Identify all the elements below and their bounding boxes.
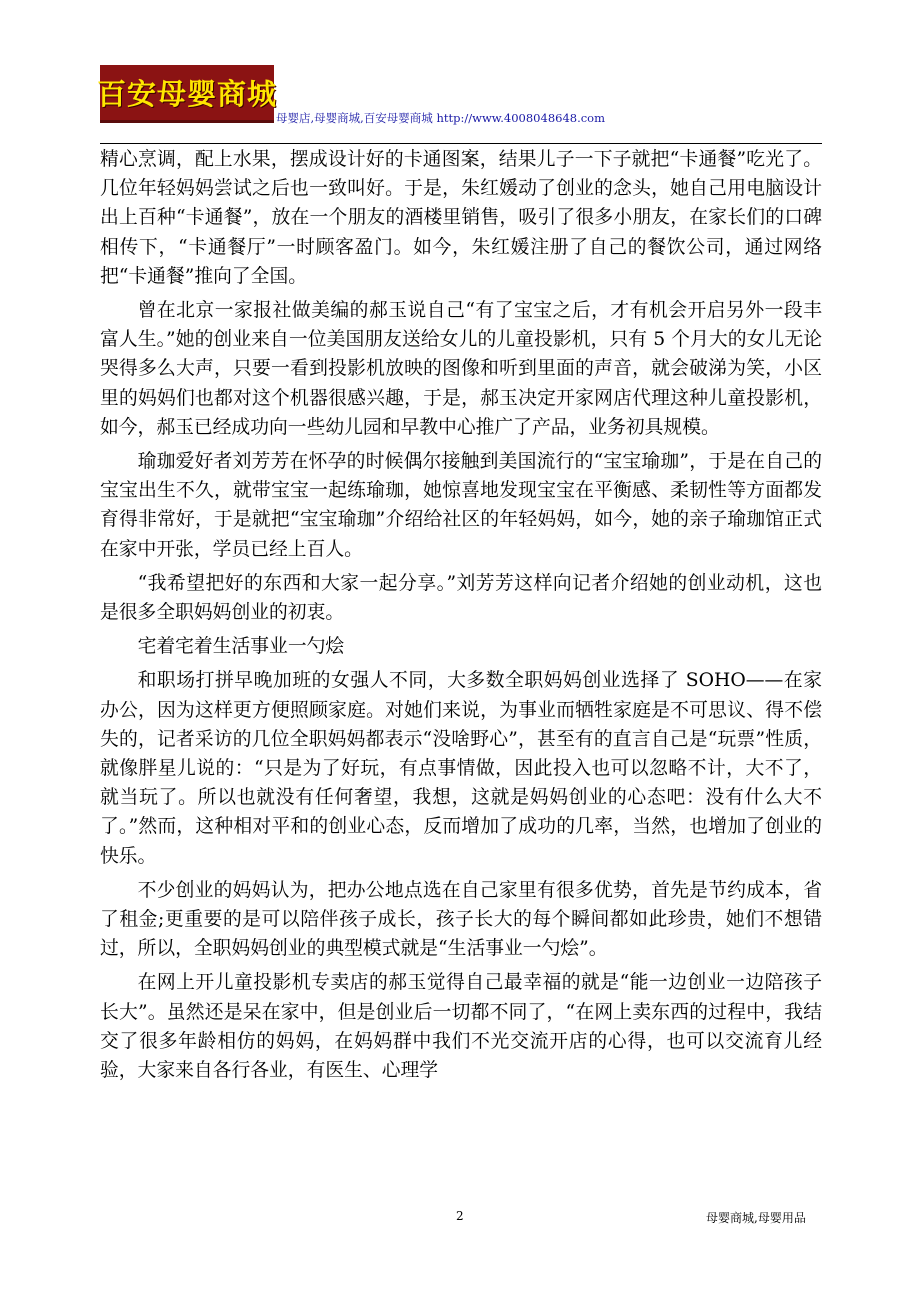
paragraph: 在网上开儿童投影机专卖店的郝玉觉得自己最幸福的就是“能一边创业一边陪孩子长大”。虽然还是呆在家中，但是创业后一切都不同了，“在网上卖东西的过程中，我结交了很多年龄相仿的妈妈，在妈妈群中我们不光交流开店的心得，也可以交流育儿经验，大家来自各行各业，有医生、心理学 [100,972,822,1082]
paragraph: 瑜珈爱好者刘芳芳在怀孕的时候偶尔接触到美国流行的“宝宝瑜珈”，于是在自己的宝宝出生不久，就带宝宝一起练瑜珈，她惊喜地发现宝宝在平衡感、柔韧性等方面都发育得非常好，于是就把“宝宝瑜珈”介绍给社区的年轻妈妈，如今，她的亲子瑜珈馆正式在家中开张，学员已经上百人。 [100,451,822,560]
footer-text: 母婴商城,母婴用品 [706,1211,806,1225]
article-body [100,145,822,1090]
logo-text: 百安母婴商城 [97,77,278,111]
paragraph: 曾在北京一家报社做美编的郝玉说自己“有了宝宝之后，才有机会开启另外一段丰富人生。”她的创业来自一位美国朋友送给女儿的儿童投影机，只有 5 个月大的女儿无论哭得多么大声，只要一看到投影机放映的图像和听到里面的声音，就会破涕为笑，小区里的妈妈们也都对这个机器很感兴趣，于是，郝玉决定开家网店代理这种儿童投影机，如今，郝玉已经成功向一些幼儿园和早教中心推广了产品，业务初具规模。 [100,300,822,438]
paragraph: “我希望把好的东西和大家一起分享。”刘芳芳这样向记者介绍她的创业动机，这也是很多全职妈妈创业的初衷。 [100,572,822,624]
header-link[interactable]: 母婴店,母婴商城,百安母婴商城 http://www.4008048648.com [276,111,606,125]
paragraph: 不少创业的妈妈认为，把办公地点选在自己家里有很多优势，首先是节约成本，省了租金;更重要的是可以陪伴孩子成长，孩子长大的每个瞬间都如此珍贵，她们不想错过，所以，全职妈妈创业的典型模式就是“生活事业一勺烩”。 [100,879,822,960]
page-number: 2 [456,1209,464,1223]
section-heading: 宅着宅着生活事业一勺烩 [137,636,345,658]
header-divider [100,143,822,144]
store-logo[interactable] [97,65,278,123]
paragraph: 精心烹调，配上水果，摆成设计好的卡通图案，结果儿子一下子就把“卡通餐”吃光了。几位年轻妈妈尝试之后也一致叫好。于是，朱红媛动了创业的念头，她自己用电脑设计出上百种“卡通餐”，放在一个朋友的酒楼里销售，吸引了很多小朋友，在家长们的口碑相传下，“卡通餐厅”一时顾客盈门。如今，朱红媛注册了自己的餐饮公司，通过网络把“卡通餐”推向了全国。 [100,149,822,287]
paragraph: 和职场打拼早晚加班的女强人不同，大多数全职妈妈创业选择了 SOHO——在家办公，因为这样更方便照顾家庭。对她们来说，为事业而牺牲家庭是不可思议、得不偿失的，记者采访的几位全职妈妈都表示“没啥野心”，甚至有的直言自己是“玩票”性质，就像胖星儿说的：“只是为了好玩，有点事情做，因此投入也可以忽略不计，大不了，就当玩了。所以也就没有任何奢望，我想，这就是妈妈创业的心态吧：没有什么大不了。”然而，这种相对平和的创业心态，反而增加了成功的几率，当然，也增加了创业的快乐。 [100,670,822,867]
